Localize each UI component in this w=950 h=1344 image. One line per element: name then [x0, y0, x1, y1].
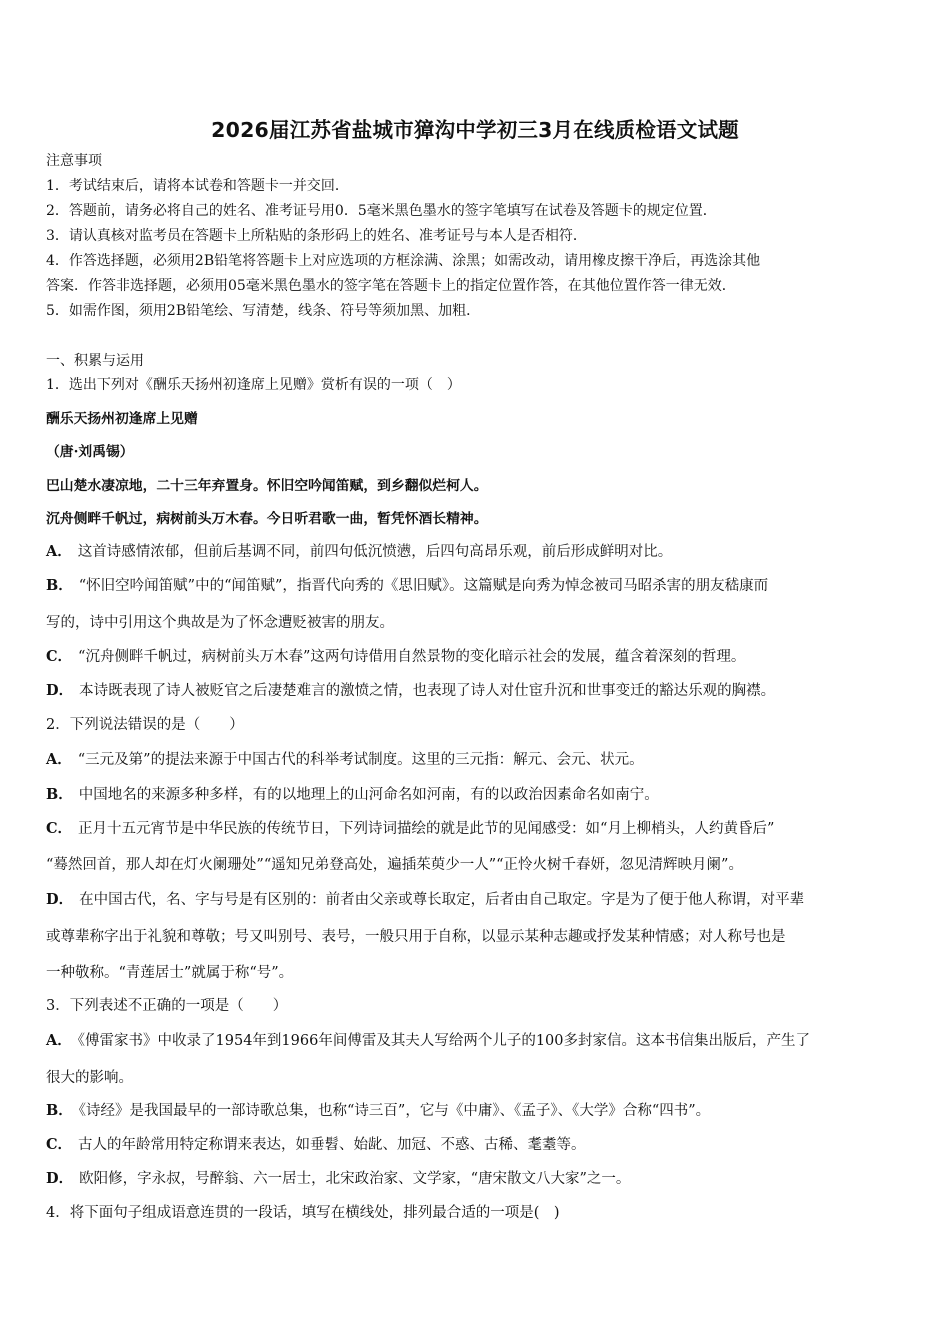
question-2-option-b[interactable]: [46, 786, 659, 804]
notice-item: 1．考试结束后，请将本试卷和答题卡一并交回．: [46, 178, 349, 194]
question-3-option-b[interactable]: [46, 1102, 710, 1120]
notice-item: 4．作答选择题，必须用2B铅笔将答题卡上对应选项的方框涂满、涂黑；如需改动，请用橡皮擦干净后，再选涂其他: [46, 253, 761, 269]
section-heading: 一、积累与运用: [46, 353, 144, 369]
option-letter: B．: [46, 786, 73, 803]
page-title: 2026届江苏省盐城市獐沟中学初三3月在线质检语文试题: [211, 118, 739, 142]
question-2-option-d-cont: 一种敬称。“青莲居士”就属于称“号”。: [46, 965, 294, 981]
option-text: “沉舟侧畔千帆过，病树前头万木春”这两句诗借用自然景物的变化暗示社会的发展，蕴含着深刻的哲理。: [78, 649, 746, 665]
question-1-option-c[interactable]: [46, 648, 745, 666]
option-text: 中国地名的来源多种多样，有的以地理上的山河命名如河南，有的以政治因素命名如南宁。: [78, 787, 659, 803]
option-letter: B．: [46, 1102, 73, 1119]
question-1-stem: 1．选出下列对《酬乐天扬州初逢席上见赠》赏析有误的一项（ ）: [46, 377, 461, 393]
option-text: 本诗既表现了诗人被贬官之后凄楚难言的激愤之情，也表现了诗人对仕宦升沉和世事变迁的豁达乐观的胸襟。: [79, 683, 776, 699]
option-letter: D．: [46, 682, 74, 699]
option-text: 正月十五元宵节是中华民族的传统节日，下列诗词描绘的就是此节的见闻感受：如“月上柳梢头，人约黄昏后”: [78, 821, 775, 837]
question-1-option-a[interactable]: [46, 543, 672, 561]
option-letter: B．: [46, 577, 73, 594]
option-text: 在中国古代，名、字与号是有区别的：前者由父亲或尊长取定，后者由自己取定。字是为了便于他人称谓，对平辈: [79, 892, 805, 908]
notice-item: 5．如需作图，须用2B铅笔绘、写清楚，线条、符号等须加黑、加粗．: [46, 303, 481, 319]
option-text: 《诗经》是我国最早的一部诗歌总集，也称“诗三百”，它与《中庸》、《孟子》、《大学》合称“四书”。: [78, 1103, 711, 1119]
question-3-option-a[interactable]: [46, 1032, 810, 1050]
option-text: “怀旧空吟闻笛赋”中的“闻笛赋”，指晋代向秀的《思旧赋》。这篇赋是向秀为悼念被司马昭杀害的朋友嵇康而: [78, 578, 769, 594]
poem-author: （唐·刘禹锡）: [46, 444, 134, 460]
option-letter: C．: [46, 820, 73, 837]
question-2-option-d[interactable]: [46, 891, 804, 909]
question-2-option-a[interactable]: [46, 751, 644, 769]
poem-line: 沉舟侧畔千帆过，病树前头万木春。今日听君歌一曲，暂凭怀酒长精神。: [46, 511, 488, 527]
question-2-option-c-cont: “蓦然回首，那人却在灯火阑珊处”“遥知兄弟登高处，遍插茱萸少一人”“正怜火树千春妍，忽见清辉映月阑”。: [46, 857, 743, 873]
option-letter: A．: [46, 543, 72, 560]
question-3-option-d[interactable]: [46, 1170, 630, 1188]
notice-heading: 注意事项: [46, 153, 102, 169]
question-2-option-d-cont: 或尊辈称字出于礼貌和尊敬；号又叫别号、表号，一般只用于自称，以显示某种志趣或抒发某种情感；对人称号也是: [46, 929, 786, 945]
option-letter: C．: [46, 1136, 73, 1153]
option-letter: A．: [46, 1032, 72, 1049]
option-text: 欧阳修，字永叔，号醉翁、六一居士，北宋政治家、文学家，“唐宋散文八大家”之一。: [79, 1171, 631, 1187]
question-3-stem: 3．下列表述不正确的一项是（ ）: [46, 998, 288, 1014]
question-1-option-d[interactable]: [46, 682, 775, 700]
question-1-option-b-cont: 写的，诗中引用这个典故是为了怀念遭贬被害的朋友。: [46, 615, 394, 631]
option-text: 这首诗感情浓郁，但前后基调不同，前四句低沉愤懑，后四句高昂乐观，前后形成鲜明对比。: [77, 544, 673, 560]
question-1-option-b[interactable]: [46, 577, 768, 595]
question-2-stem: 2．下列说法错误的是（ ）: [46, 717, 244, 733]
option-text: 《傅雷家书》中收录了1954年到1966年间傅雷及其夫人写给两个儿子的100多封家信。这本书信集出版后，产生了: [77, 1033, 810, 1049]
notice-item: 2．答题前，请务必将自己的姓名、准考证号用0．5毫米黑色墨水的签字笔填写在试卷及答题卡的规定位置．: [46, 203, 717, 219]
option-letter: C．: [46, 648, 73, 665]
poem-title: 酬乐天扬州初逢席上见赠: [46, 411, 198, 427]
option-letter: D．: [46, 891, 74, 908]
notice-item: 3．请认真核对监考员在答题卡上所粘贴的条形码上的姓名、准考证号与本人是否相符．: [46, 228, 587, 244]
poem-line: 巴山楚水凄凉地，二十三年弃置身。怀旧空吟闻笛赋，到乡翻似烂柯人。: [46, 478, 488, 494]
question-3-option-c[interactable]: [46, 1136, 586, 1154]
option-letter: D．: [46, 1170, 74, 1187]
question-2-option-c[interactable]: [46, 820, 774, 838]
option-text: 古人的年龄常用特定称谓来表达，如垂髫、始龀、加冠、不惑、古稀、耄耋等。: [78, 1137, 586, 1153]
notice-item: 答案．作答非选择题，必须用05毫米黑色墨水的签字笔在答题卡上的指定位置作答，在其他位置作答一律无效．: [46, 278, 736, 294]
option-letter: A．: [46, 751, 72, 768]
question-4-stem: 4．将下面句子组成语意连贯的一段话，填写在横线处，排列最合适的一项是( ): [46, 1205, 560, 1221]
option-text: “三元及第”的提法来源于中国古代的科举考试制度。这里的三元指：解元、会元、状元。: [77, 752, 644, 768]
question-3-option-a-cont: 很大的影响。: [46, 1070, 133, 1086]
